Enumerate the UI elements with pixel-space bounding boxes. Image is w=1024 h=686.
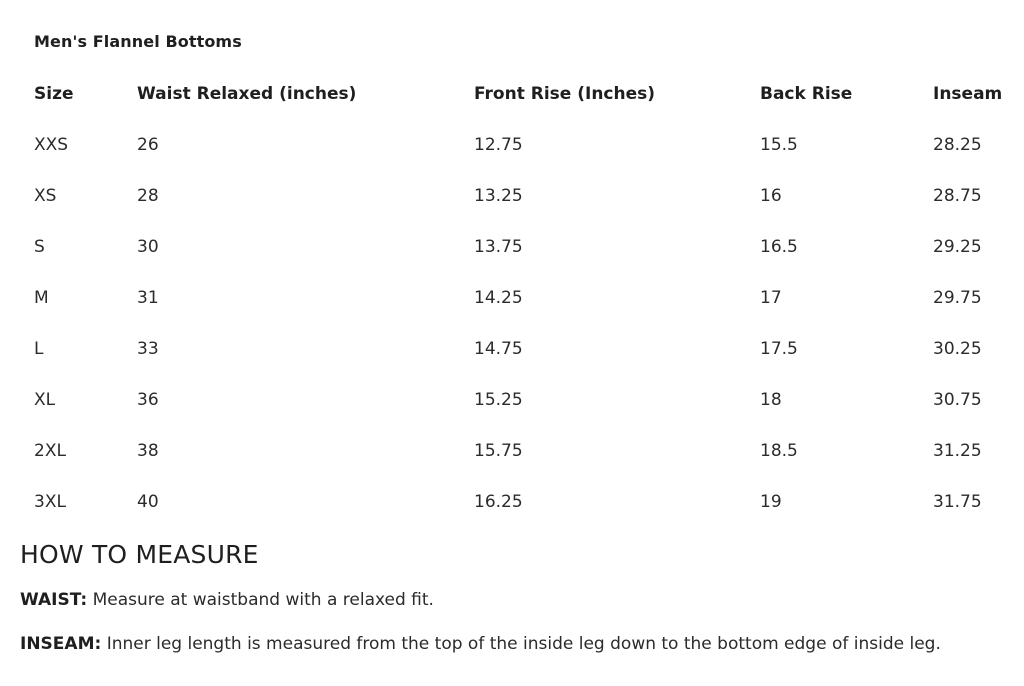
cell-back-rise: 19: [760, 491, 782, 512]
cell-waist: 40: [137, 491, 159, 512]
cell-front-rise: 14.25: [474, 287, 523, 308]
cell-size: XL: [34, 389, 56, 410]
cell-waist: 30: [137, 236, 159, 257]
cell-size: 2XL: [34, 440, 66, 461]
cell-size: M: [34, 287, 49, 308]
table-row: [34, 119, 1013, 170]
cell-front-rise: 15.25: [474, 389, 523, 410]
cell-size: 3XL: [34, 491, 66, 512]
cell-size: XXS: [34, 134, 69, 155]
header-back-rise: Back Rise: [760, 83, 853, 104]
table-row: [34, 476, 1013, 527]
cell-waist: 38: [137, 440, 159, 461]
table-row: [34, 425, 1013, 476]
waist-description: Measure at waistband with a relaxed fit.: [92, 590, 434, 610]
cell-inseam: 29.25: [933, 236, 982, 257]
table-header-row: [34, 68, 1013, 119]
cell-waist: 36: [137, 389, 159, 410]
cell-back-rise: 18.5: [760, 440, 798, 461]
table-row: [34, 323, 1013, 374]
cell-back-rise: 16.5: [760, 236, 798, 257]
cell-size: S: [34, 236, 45, 257]
cell-back-rise: 18: [760, 389, 782, 410]
cell-front-rise: 15.75: [474, 440, 523, 461]
cell-size: XS: [34, 185, 57, 206]
cell-back-rise: 17.5: [760, 338, 798, 359]
cell-inseam: 31.75: [933, 491, 982, 512]
table-row: [34, 170, 1013, 221]
cell-waist: 33: [137, 338, 159, 359]
cell-back-rise: 17: [760, 287, 782, 308]
cell-back-rise: 16: [760, 185, 782, 206]
size-chart-table: [34, 68, 1013, 527]
cell-waist: 31: [137, 287, 159, 308]
cell-waist: 26: [137, 134, 159, 155]
cell-inseam: 31.25: [933, 440, 982, 461]
waist-term: WAIST:: [20, 590, 88, 610]
cell-inseam: 29.75: [933, 287, 982, 308]
cell-back-rise: 15.5: [760, 134, 798, 155]
table-row: [34, 221, 1013, 272]
cell-size: L: [34, 338, 44, 359]
cell-inseam: 30.75: [933, 389, 982, 410]
waist-instruction: [20, 590, 434, 610]
cell-waist: 28: [137, 185, 159, 206]
how-to-measure-heading: HOW TO MEASURE: [20, 540, 259, 569]
table-caption: Men's Flannel Bottoms: [34, 32, 242, 51]
header-inseam: Inseam: [933, 83, 1003, 104]
cell-front-rise: 14.75: [474, 338, 523, 359]
inseam-instruction: [20, 634, 941, 654]
table-row: [34, 374, 1013, 425]
header-size: Size: [34, 83, 74, 104]
cell-front-rise: 13.25: [474, 185, 523, 206]
table-row: [34, 272, 1013, 323]
cell-inseam: 30.25: [933, 338, 982, 359]
cell-inseam: 28.25: [933, 134, 982, 155]
inseam-description: Inner leg length is measured from the top of the inside leg down to the bottom edge of inside leg.: [106, 634, 941, 654]
header-front-rise: Front Rise (Inches): [474, 83, 656, 104]
header-waist: Waist Relaxed (inches): [137, 83, 357, 104]
cell-front-rise: 13.75: [474, 236, 523, 257]
cell-inseam: 28.75: [933, 185, 982, 206]
cell-front-rise: 16.25: [474, 491, 523, 512]
inseam-term: INSEAM:: [20, 634, 102, 654]
cell-front-rise: 12.75: [474, 134, 523, 155]
